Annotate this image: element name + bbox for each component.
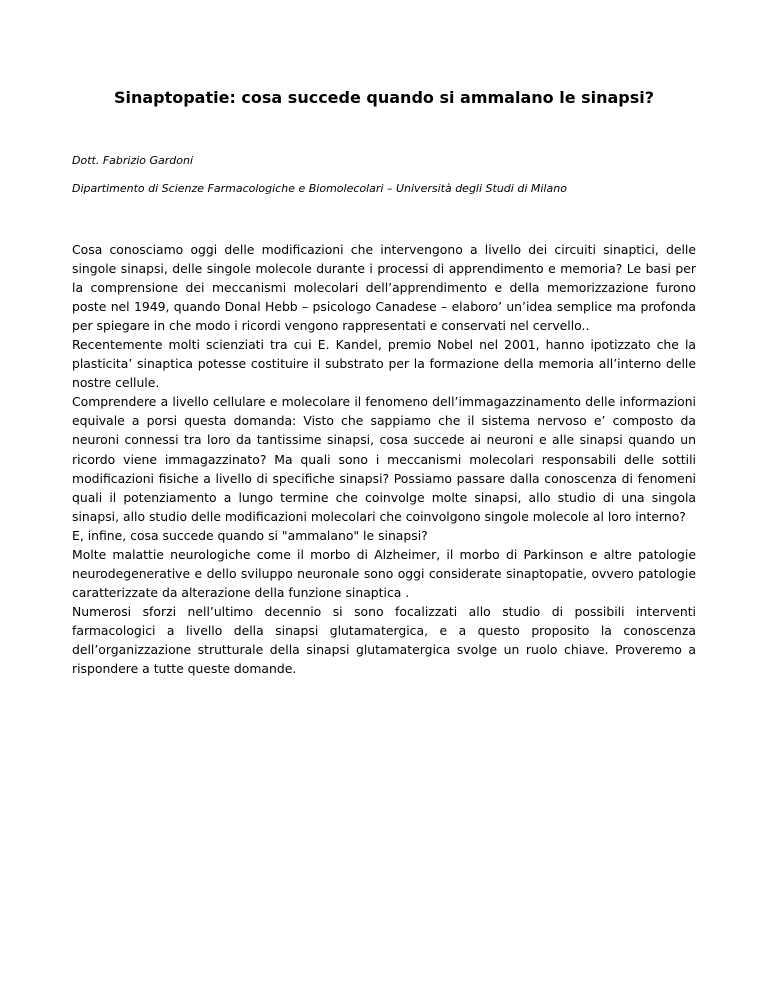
paragraph-6: Numerosi sforzi nell’ultimo decennio si sono focalizzati allo studio di possibili interventi farmacologici a livello della sinapsi glutamatergica, e a questo proposito la conoscenza dell’organizzazione strutturale della sinapsi glutamatergica svolge un ruolo chiave. Proveremo a rispondere a tutte queste domande. <box>72 603 696 677</box>
paragraph-2: Recentemente molti scienziati tra cui E. Kandel, premio Nobel nel 2001, hanno ipotizzato che la plasticita’ sinaptica potesse costituire il substrato per la formazione della memoria all’interno delle nostre cellule. <box>72 337 696 391</box>
paragraph-5: Molte malattie neurologiche come il morbo di Alzheimer, il morbo di Parkinson e altre patologie neurodegenerative e dello sviluppo neuronale sono oggi considerate sinaptopatie, ovvero patologie caratterizzate da alterazione della funzione sinaptica . <box>72 546 696 600</box>
paragraph-1: Cosa conosciamo oggi delle modificazioni che intervengono a livello dei circuiti sinaptici, delle singole sinapsi, delle singole molecole durante i processi di apprendimento e memoria? Le basi per la comprensione dei meccanismi molecolari dell’apprendimento e della memorizzazione furono poste nel 1949, quando Donal Hebb – psicologo Canadese – elaboro’ un’idea semplice ma profonda per spiegare in che modo i ricordi vengono rappresentati e conservati nel cervello.. <box>72 242 696 334</box>
author-affiliation: Dipartimento di Scienze Farmacologiche e Biomolecolari – Università degli Studi di Milano <box>72 182 567 195</box>
document-title: Sinaptopatie: cosa succede quando si ammalano le sinapsi? <box>113 88 655 107</box>
author-name: Dott. Fabrizio Gardoni <box>72 154 194 167</box>
body-text <box>72 240 696 678</box>
paragraph-3: Comprendere a livello cellulare e molecolare il fenomeno dell’immagazzinamento delle informazioni equivale a porsi questa domanda: Visto che sappiamo che il sistema nervoso e’ composto da neuroni connessi tra loro da tantissime sinapsi, cosa succede ai neuroni e alle sinapsi quando un ricordo viene immagazzinato? Ma quali sono i meccanismi molecolari responsabili delle sottili modificazioni fisiche a livello di specifiche sinapsi? Possiamo passare dalla conoscenza di fenomeni quali il potenziamento a lungo termine che coinvolge molte sinapsi, allo studio di una singola sinapsi, allo studio delle modificazioni molecolari che coinvolgono singole molecole al loro interno? <box>72 394 696 524</box>
paragraph-4: E, infine, cosa succede quando si "ammalano" le sinapsi? <box>72 527 428 543</box>
